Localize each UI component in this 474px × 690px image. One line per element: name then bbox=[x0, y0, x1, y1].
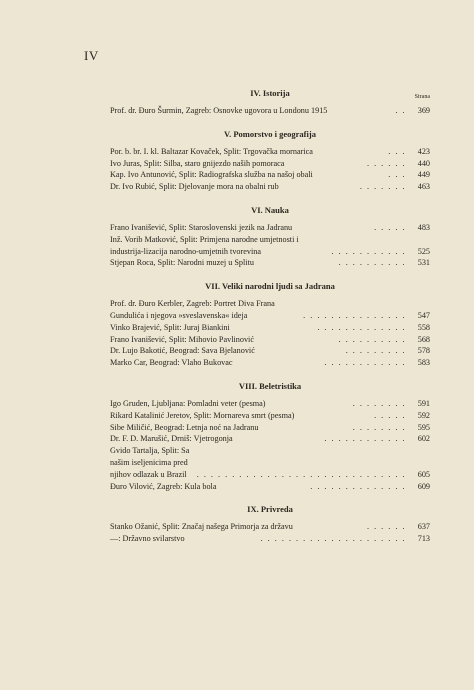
entry-text: Rikard Katalinić Jeretov, Split: Mornareva smrt (pesma) bbox=[110, 410, 295, 420]
entry-page: 531 bbox=[417, 258, 430, 268]
section-nauka bbox=[110, 205, 430, 269]
entry-page: 591 bbox=[417, 398, 430, 408]
entry-text: —: Državno svilarstvo bbox=[110, 534, 185, 544]
entry-page: 423 bbox=[417, 146, 430, 156]
entry-leader: . . . bbox=[388, 170, 406, 180]
entry-text: Frano Ivanišević, Split: Mihovio Pavlinović bbox=[110, 334, 254, 344]
entry-text: Marko Car, Beograd: Vlaho Bukovac bbox=[110, 358, 233, 368]
entry-page: 713 bbox=[417, 534, 430, 544]
entry-page: 595 bbox=[417, 422, 430, 432]
entry-text: Dr. Lujo Bakotić, Beograd: Sava Bjelanović bbox=[110, 346, 255, 356]
entry-page: 592 bbox=[417, 410, 430, 420]
toc-entry bbox=[110, 222, 430, 234]
entry-leader: . . . . . . . . . . . . . . . . . . . . . bbox=[260, 534, 406, 544]
entry-text: Kap. Ivo Antunović, Split: Radiografska služba na našoj obali bbox=[110, 170, 313, 180]
entry-leader: . . . . . . . . bbox=[352, 422, 406, 432]
entry-leader: . . . . . . . . . . . . bbox=[324, 434, 406, 444]
entry-text: Dr. Ivo Rubić, Split: Djelovanje mora na obalni rub bbox=[110, 182, 279, 192]
section-title: V. Pomorstvo i geografija bbox=[224, 128, 316, 139]
toc-entry bbox=[110, 169, 430, 181]
section-title bbox=[110, 88, 430, 98]
toc-entry bbox=[110, 445, 430, 480]
entry-page: 463 bbox=[417, 182, 430, 192]
toc-entry bbox=[110, 422, 430, 434]
entry-leader: . . . . . . bbox=[366, 158, 406, 168]
page-number: IV bbox=[84, 48, 99, 63]
entry-text: Stanko Ožanić, Split: Značaj našega Primorja za državu bbox=[110, 522, 293, 532]
toc-entry bbox=[110, 158, 430, 170]
toc-entry bbox=[110, 357, 430, 369]
entry-leader: . . . . . . . . . . . bbox=[331, 246, 406, 256]
entry-leader: . . . bbox=[388, 146, 406, 156]
entry-page: 558 bbox=[417, 322, 430, 332]
section-veliki-ljudi bbox=[110, 281, 430, 369]
toc-entry bbox=[110, 521, 430, 533]
entry-page: 483 bbox=[417, 222, 430, 232]
entry-leader: . . . . . . . . . . . . . . . bbox=[303, 310, 406, 320]
toc-entry bbox=[110, 398, 430, 410]
toc-entry bbox=[110, 105, 430, 117]
entry-text: Prof. dr. Đuro Šurmin, Zagreb: Osnovke ugovora u Londonu 1915 bbox=[110, 106, 328, 115]
entry-leader: . . . . . . . . . . . . bbox=[324, 358, 406, 368]
toc-entry bbox=[110, 234, 430, 258]
section-pomorstvo bbox=[110, 129, 430, 193]
entry-leader: . . . . . . bbox=[366, 522, 406, 532]
entry-text: Igo Gruden, Ljubljana: Pomladni veter (pesma) bbox=[110, 398, 266, 408]
entry-text: Sibe Miličić, Beograd: Letnja noć na Jadranu bbox=[110, 422, 259, 432]
entry-leader: . . . . . . . . . . . . . . bbox=[310, 481, 406, 491]
entry-leader: . . . . . . . . . . bbox=[338, 334, 406, 344]
section-beletristika bbox=[110, 381, 430, 492]
entry-text: Dr. F. D. Marušić, Drniš: Vjetrogonja bbox=[110, 434, 233, 444]
toc-entry bbox=[110, 433, 430, 445]
entry-text: Đuro Vilović, Zagreb: Kula bola bbox=[110, 481, 217, 491]
entry-text: Por. b. br. I. kl. Baltazar Kovaček, Split: Trgovačka mornarica bbox=[110, 146, 313, 156]
entry-leader: . . . . . . . bbox=[359, 182, 406, 192]
entry-leader: . . . . . . . . . . bbox=[338, 258, 406, 268]
entry-leader: . . . . . bbox=[374, 410, 406, 420]
entry-text: Gvido Tartalja, Split: Sa našim iseljenicima pred njihov odlazak u Brazil bbox=[110, 446, 190, 479]
entry-page: 369 bbox=[417, 106, 430, 115]
table-of-contents bbox=[110, 88, 430, 557]
entry-page: 449 bbox=[417, 170, 430, 180]
toc-entry bbox=[110, 345, 430, 357]
toc-entry bbox=[110, 334, 430, 346]
entry-leader: . . bbox=[395, 106, 406, 115]
toc-entry bbox=[110, 257, 430, 269]
entry-text: Inž. Vorib Matković, Split: Primjena narodne umjetnosti i industrija-lizacija narodno-umjetnih tvorevina bbox=[110, 234, 299, 256]
toc-entry bbox=[110, 146, 430, 158]
entry-page: 578 bbox=[417, 346, 430, 356]
section-title-text: IV. Istorija bbox=[250, 88, 290, 98]
entry-leader: . . . . . . . . bbox=[352, 398, 406, 408]
toc-entry bbox=[110, 533, 430, 545]
entry-leader: . . . . . . . . . bbox=[345, 346, 406, 356]
entry-page: 583 bbox=[417, 358, 430, 368]
entry-page: 637 bbox=[417, 522, 430, 532]
entry-page: 602 bbox=[417, 434, 430, 444]
entry-text: Frano Ivanišević, Split: Staroslovenski jezik na Jadranu bbox=[110, 222, 293, 232]
entry-page: 547 bbox=[417, 310, 430, 320]
entry-text: Prof. dr. Đuro Kerbler, Zagreb: Portret Diva Frana Gundulića i njegova »sveslavenska« ideja bbox=[110, 299, 275, 320]
page-column-header: Strana bbox=[414, 94, 430, 100]
entry-leader: . . . . . . . . . . . . . bbox=[317, 322, 406, 332]
entry-page: 605 bbox=[417, 469, 430, 479]
entry-page: 609 bbox=[417, 481, 430, 491]
entry-text: Stjepan Roca, Split: Narodni muzej u Splitu bbox=[110, 258, 254, 268]
entry-text: Ivo Juras, Split: Silba, staro gnijezdo naših pomoraca bbox=[110, 158, 285, 168]
entry-leader: . . . . . . . . . . . . . . . . . . . . . . . . . . . . . . bbox=[196, 469, 406, 479]
entry-text: Vinko Brajević, Split: Juraj Biankini bbox=[110, 322, 230, 332]
toc-entry bbox=[110, 481, 430, 493]
entry-page: 440 bbox=[417, 158, 430, 168]
section-istorija bbox=[110, 88, 430, 117]
entry-page: 525 bbox=[417, 246, 430, 256]
section-title: VII. Veliki narodni ljudi sa Jadrana bbox=[205, 281, 335, 292]
toc-entry bbox=[110, 298, 430, 322]
section-privreda bbox=[110, 504, 430, 545]
toc-entry bbox=[110, 181, 430, 193]
entry-page: 568 bbox=[417, 334, 430, 344]
section-title: IX. Privreda bbox=[247, 504, 293, 515]
section-title: VI. Nauka bbox=[251, 204, 289, 215]
toc-entry bbox=[110, 322, 430, 334]
toc-entry bbox=[110, 410, 430, 422]
entry-leader: . . . . . bbox=[374, 222, 406, 232]
section-title: VIII. Beletristika bbox=[238, 380, 302, 391]
